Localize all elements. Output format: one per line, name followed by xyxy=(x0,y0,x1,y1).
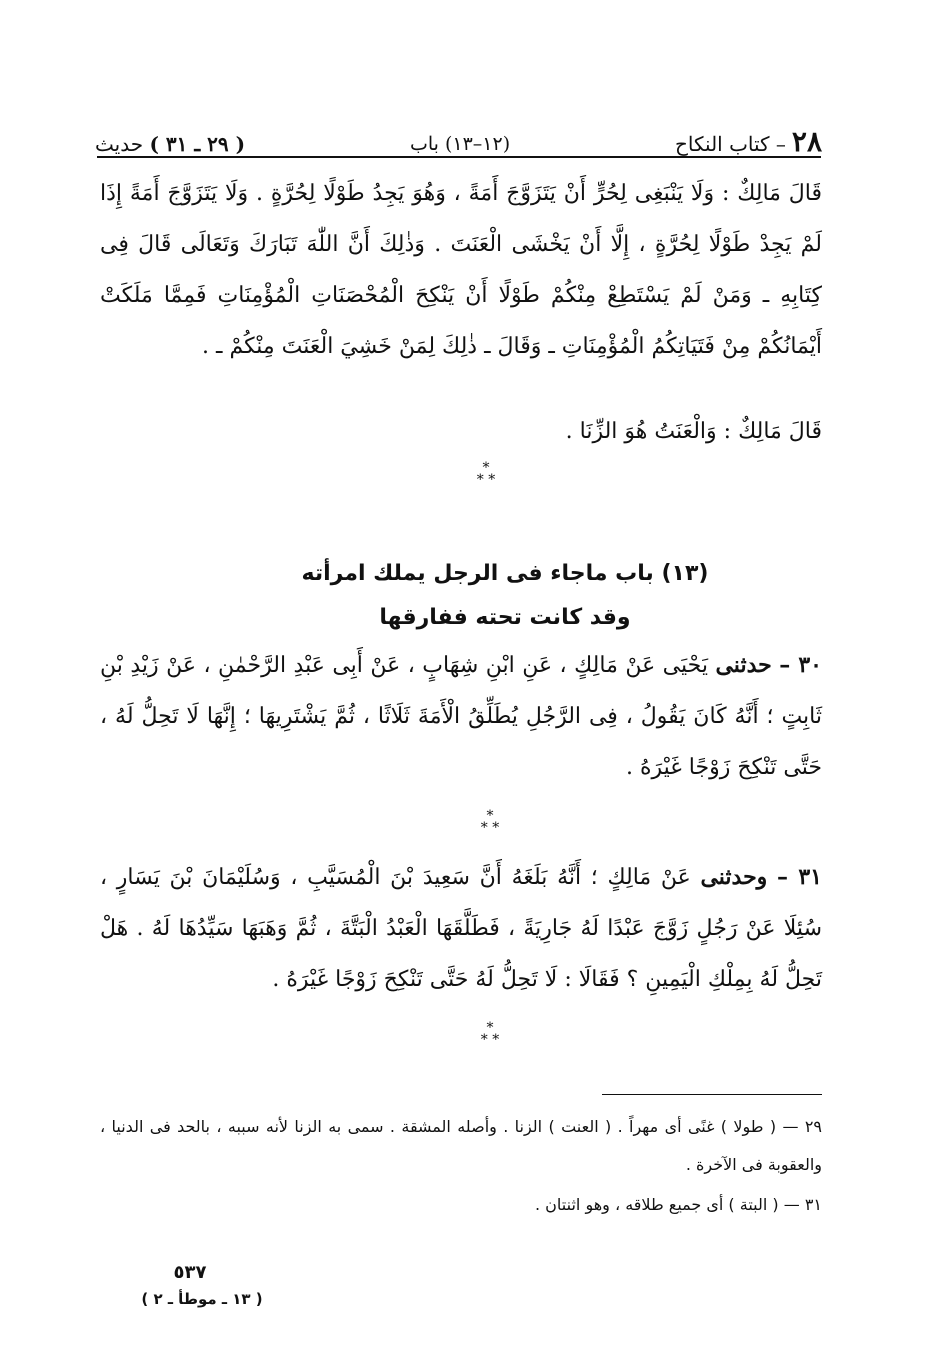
malik-definition-paragraph: قَالَ مَالِكٌ : وَالْعَنَتُ هُوَ الزِّنَا . xyxy=(565,419,822,444)
hadith-text: يَحْيَى عَنْ مَالِكٍ ، عَنِ ابْنِ شِهَابٍ ، عَنْ أَبِى عَبْدِ الرَّحْمٰنِ ، عَنْ زَيْدِ بْنِ ثَابِتٍ ؛ أَنَّهُ كَانَ يَقُولُ ، فِى الرَّجُلِ يُطَلِّقُ الْأَمَةَ ثَلَاثًا ، ثُمَّ يَشْتَرِيهَا ؛ إِنَّهَا لَا تَحِلُّ لَهُ ، حَتَّى تَنْكِحَ زَوْجًا غَيْرَهُ . xyxy=(100,653,822,780)
asterisk-pair: * * xyxy=(480,1032,500,1048)
hadith-opening: حدثنى xyxy=(715,652,772,678)
running-head-right xyxy=(674,125,822,158)
hadith-number: ٣٠ – xyxy=(779,652,822,678)
hadith-30 xyxy=(100,640,822,793)
footnote-29: ٢٩ — ( طولا ) غنًى أى مهراً . ( العنت ) الزنا . وأصله المشقة . سمى به الزنا لأنه سببه ، بالحد فى الدنيا ، والعقوبة فى الآخرة . xyxy=(100,1117,822,1174)
hadith-range-group xyxy=(95,132,245,156)
book-title: – كتاب النكاح xyxy=(674,132,786,156)
separator-asterisks xyxy=(470,810,510,840)
header-rule xyxy=(97,156,821,158)
printer-signature: ( ١٣ ـ موطأ ـ ٢ ) xyxy=(141,1290,263,1308)
footnotes xyxy=(100,1108,822,1224)
chapter-heading: (١٣) باب ماجاء فى الرجل يملك امرأته وقد كانت تحته ففارقها xyxy=(301,561,709,630)
asterisk-pair: * * xyxy=(480,820,500,836)
separator-asterisks xyxy=(470,1022,510,1052)
malik-commentary-paragraph: قَالَ مَالِكٌ : وَلَا يَنْبَغِى لِحُرٍّ أَنْ يَتَزَوَّجَ أَمَةً ، وَهُوَ يَجِدُ طَوْلًا لِحُرَّةٍ . وَلَا يَتَزَوَّجَ أَمَةً إِذَا لَمْ يَجِدْ طَوْلًا لِحُرَّةٍ ، إِلَّا أَنْ يَخْشَى الْعَنَتَ . وَذٰلِكَ أَنَّ اللّٰهَ تَبَارَكَ وَتَعَالَى قَالَ فِى كِتَابِهِ ـ وَمَنْ لَمْ يَسْتَطِعْ مِنْكُمْ طَوْلًا أَنْ يَنْكِحَ الْمُحْصَنَاتِ الْمُؤْمِنَاتِ فَمِمَّا مَلَكَتْ أَيْمَانُكُمْ مِنْ فَتَيَاتِكُمُ الْمُؤْمِنَاتِ ـ وَقَالَ ـ ذٰلِكَ لِمَنْ خَشِيَ الْعَنَتَ مِنْكُمْ ـ . xyxy=(100,181,822,359)
hadith-range: ( ٢٩ ـ ٣١ ) xyxy=(149,132,246,156)
hadith-label: حديث xyxy=(95,132,144,156)
chapter-range: (١٢–١٣) باب xyxy=(409,133,511,156)
asterisk-top: * xyxy=(486,1020,494,1036)
asterisk-pair: * * xyxy=(476,472,496,488)
asterisk-top: * xyxy=(482,460,490,476)
footnote-rule xyxy=(602,1094,822,1095)
folio-number: ٥٣٧ xyxy=(173,1262,207,1283)
asterisk-top: * xyxy=(486,808,494,824)
footnote-31: ٣١ — ( البتة ) أى جميع طلاقه ، وهو اثنتان . xyxy=(535,1195,822,1214)
hadith-text: عَنْ مَالِكٍ ؛ أَنَّهُ بَلَغَهُ أَنَّ سَعِيدَ بْنَ الْمُسَيَّبِ ، وَسُلَيْمَانَ بْنَ يَسَارٍ ، سُئِلَا عَنْ رَجُلٍ زَوَّجَ عَبْدًا لَهُ جَارِيَةً ، فَطَلَّقَهَا الْعَبْدُ الْبَتَّةَ ، ثُمَّ وَهَبَهَا سَيِّدُهَا لَهُ . هَلْ تَحِلُّ لَهُ بِمِلْكِ الْيَمِينِ ؟ فَقَالَا : لَا تَحِلُّ لَهُ حَتَّى تَنْكِحَ زَوْجًا غَيْرَهُ . xyxy=(100,865,822,992)
page-number: ٢٨ xyxy=(791,125,822,158)
hadith-number: ٣١ – xyxy=(777,864,822,890)
separator-asterisks xyxy=(466,462,506,492)
running-head xyxy=(95,112,822,156)
hadith-opening: وحدثنى xyxy=(700,864,768,890)
hadith-31 xyxy=(100,852,822,1005)
